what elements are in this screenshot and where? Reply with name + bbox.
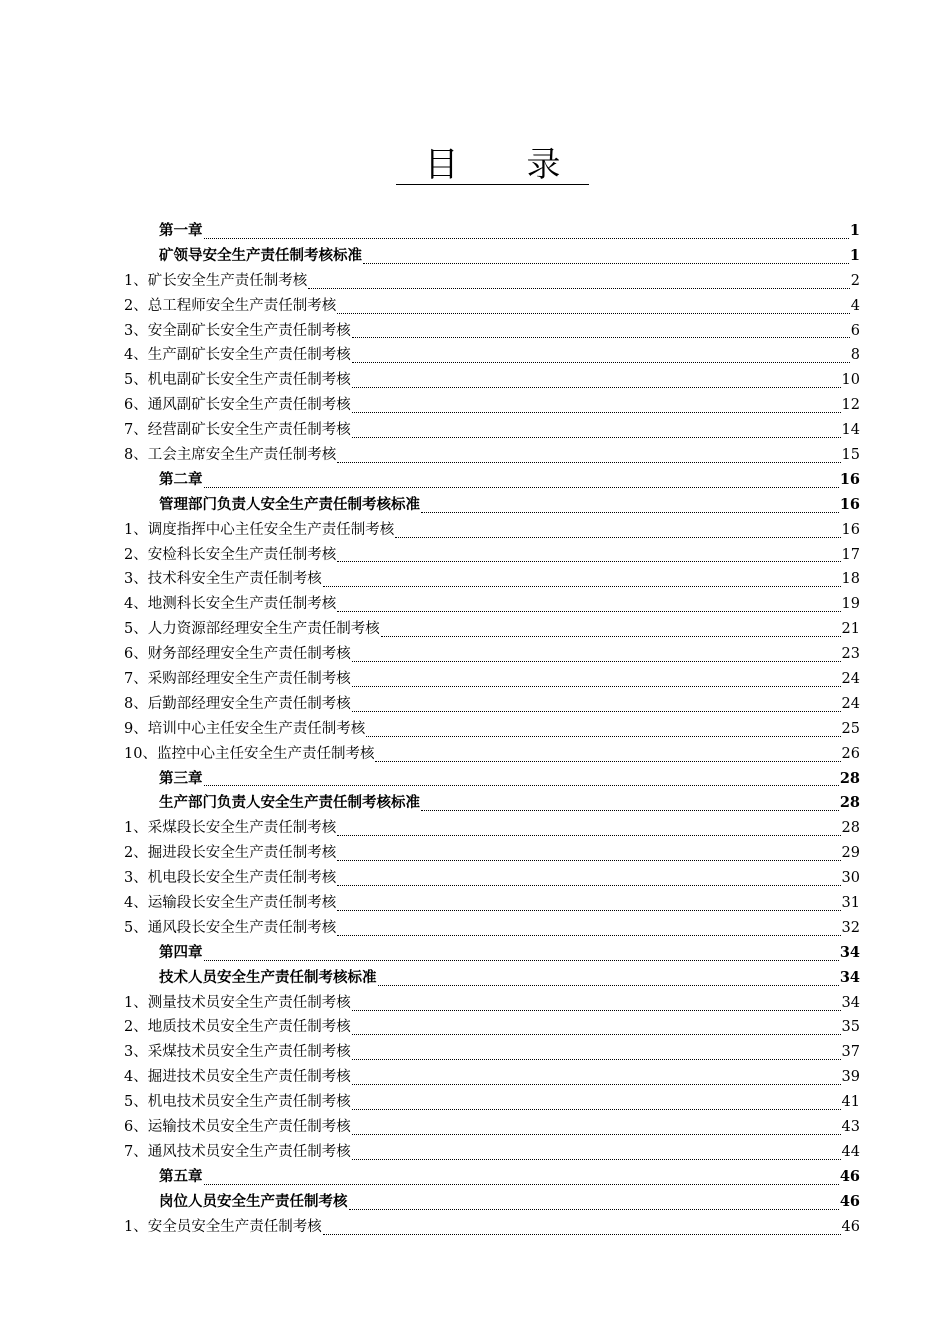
toc-label: 2、掘进段长安全生产责任制考核	[124, 845, 337, 862]
toc-label: 5、人力资源部经理安全生产责任制考核	[124, 621, 380, 638]
dot-leader	[323, 566, 841, 587]
dot-leader	[352, 1064, 841, 1085]
toc-entry-row[interactable]	[124, 1215, 860, 1240]
toc-page-number: 1	[849, 221, 860, 239]
toc-page-number: 16	[839, 470, 860, 488]
dot-leader	[337, 442, 840, 463]
dot-leader	[352, 1114, 841, 1135]
toc-entry-row[interactable]	[124, 642, 860, 667]
toc-entry-row[interactable]	[124, 567, 860, 592]
toc-page-number: 28	[839, 794, 860, 812]
table-of-contents	[124, 219, 860, 1240]
dot-leader	[352, 1014, 841, 1035]
toc-entry-row[interactable]	[124, 294, 860, 319]
toc-heading-row[interactable]	[124, 966, 860, 991]
toc-heading-row[interactable]	[124, 791, 860, 816]
toc-page-number: 43	[841, 1119, 860, 1136]
page-title: 目 录	[396, 146, 589, 185]
toc-page-number: 26	[841, 745, 860, 762]
toc-label: 4、运输段长安全生产责任制考核	[124, 895, 337, 912]
toc-label: 7、经营副矿长安全生产责任制考核	[124, 422, 351, 439]
toc-entry-row[interactable]	[124, 543, 860, 568]
toc-label: 第二章	[159, 470, 203, 488]
toc-entry-row[interactable]	[124, 518, 860, 543]
dot-leader	[204, 940, 839, 961]
toc-page-number: 4	[850, 297, 860, 314]
dot-leader	[337, 865, 840, 886]
toc-label: 岗位人员安全生产责任制考核	[159, 1192, 348, 1210]
toc-page-number: 8	[850, 347, 860, 364]
toc-entry-row[interactable]	[124, 1090, 860, 1115]
toc-label: 2、总工程师安全生产责任制考核	[124, 297, 337, 314]
toc-page-number: 2	[850, 272, 860, 289]
toc-entry-row[interactable]	[124, 841, 860, 866]
toc-entry-row[interactable]	[124, 1016, 860, 1041]
toc-label: 9、培训中心主任安全生产责任制考核	[124, 720, 366, 737]
dot-leader	[352, 990, 841, 1011]
toc-entry-row[interactable]	[124, 891, 860, 916]
toc-label: 7、通风技术员安全生产责任制考核	[124, 1143, 351, 1160]
toc-label: 8、工会主席安全生产责任制考核	[124, 447, 337, 463]
toc-heading-row[interactable]	[124, 941, 860, 966]
toc-entry-row[interactable]	[124, 443, 860, 468]
toc-label: 1、调度指挥中心主任安全生产责任制考核	[124, 521, 395, 538]
toc-heading-row[interactable]	[124, 244, 860, 269]
toc-entry-row[interactable]	[124, 916, 860, 941]
toc-heading-row[interactable]	[124, 493, 860, 518]
toc-page-number: 29	[841, 845, 860, 862]
toc-page-number: 16	[841, 521, 860, 538]
toc-entry-row[interactable]	[124, 1115, 860, 1140]
toc-label: 第四章	[159, 943, 203, 961]
dot-leader	[337, 840, 840, 861]
toc-page-number: 19	[841, 596, 860, 613]
toc-page-number: 28	[841, 820, 860, 837]
toc-label: 3、安全副矿长安全生产责任制考核	[124, 322, 351, 339]
toc-page-number: 34	[839, 968, 860, 986]
toc-page-number: 1	[849, 246, 860, 264]
toc-label: 技术人员安全生产责任制考核标准	[159, 968, 377, 986]
toc-page-number: 46	[839, 1167, 860, 1185]
dot-leader	[421, 790, 839, 811]
toc-entry-row[interactable]	[124, 617, 860, 642]
toc-label: 5、通风段长安全生产责任制考核	[124, 919, 337, 936]
toc-page-number: 12	[841, 397, 860, 414]
toc-page-number: 34	[841, 994, 860, 1011]
toc-label: 5、机电技术员安全生产责任制考核	[124, 1094, 351, 1111]
toc-page-number: 35	[841, 1019, 860, 1036]
dot-leader	[337, 591, 840, 612]
toc-label: 4、掘进技术员安全生产责任制考核	[124, 1069, 351, 1086]
toc-entry-row[interactable]	[124, 418, 860, 443]
toc-label: 第五章	[159, 1167, 203, 1185]
dot-leader	[337, 815, 840, 836]
toc-label: 第一章	[159, 221, 203, 239]
toc-page-number: 41	[841, 1094, 860, 1111]
dot-leader	[323, 1214, 841, 1235]
toc-label: 4、地测科长安全生产责任制考核	[124, 596, 337, 613]
toc-page-number: 46	[841, 1218, 860, 1235]
dot-leader	[349, 1189, 839, 1210]
toc-entry-row[interactable]	[124, 393, 860, 418]
dot-leader	[352, 1039, 841, 1060]
dot-leader	[352, 666, 841, 687]
toc-entry-row[interactable]	[124, 1140, 860, 1165]
toc-entry-row[interactable]	[124, 816, 860, 841]
dot-leader	[337, 293, 850, 314]
toc-page-number: 25	[841, 720, 860, 737]
toc-label: 1、采煤段长安全生产责任制考核	[124, 820, 337, 837]
toc-entry-row[interactable]	[124, 269, 860, 294]
toc-entry-row[interactable]	[124, 667, 860, 692]
toc-entry-row[interactable]	[124, 1040, 860, 1065]
toc-page-number: 44	[841, 1143, 860, 1160]
dot-leader	[352, 417, 841, 438]
toc-page-number: 23	[841, 646, 860, 663]
toc-label: 生产部门负责人安全生产责任制考核标准	[159, 794, 420, 812]
toc-label: 第三章	[159, 769, 203, 787]
toc-page-number: 24	[841, 671, 860, 688]
toc-page-number: 34	[839, 943, 860, 961]
toc-entry-row[interactable]	[124, 343, 860, 368]
toc-heading-row[interactable]	[124, 219, 860, 244]
toc-label: 1、测量技术员安全生产责任制考核	[124, 994, 351, 1011]
dot-leader	[204, 467, 839, 488]
toc-entry-row[interactable]	[124, 717, 860, 742]
toc-entry-row[interactable]	[124, 319, 860, 344]
dot-leader	[204, 218, 849, 239]
toc-label: 7、采购部经理安全生产责任制考核	[124, 671, 351, 688]
toc-page-number: 10	[841, 372, 860, 389]
toc-label: 6、财务部经理安全生产责任制考核	[124, 646, 351, 663]
toc-label: 6、运输技术员安全生产责任制考核	[124, 1119, 351, 1136]
toc-page-number: 6	[850, 322, 860, 339]
toc-label: 管理部门负责人安全生产责任制考核标准	[159, 495, 420, 513]
dot-leader	[375, 741, 840, 762]
dot-leader	[352, 342, 850, 363]
toc-label: 2、安检科长安全生产责任制考核	[124, 546, 337, 563]
dot-leader	[366, 716, 840, 737]
toc-page-number: 17	[841, 546, 860, 563]
toc-page-number: 37	[841, 1044, 860, 1061]
toc-label: 6、通风副矿长安全生产责任制考核	[124, 397, 351, 414]
dot-leader	[352, 691, 841, 712]
toc-page-number: 18	[841, 571, 860, 588]
toc-heading-row[interactable]	[124, 767, 860, 792]
toc-page-number: 32	[841, 919, 860, 936]
dot-leader	[352, 317, 850, 338]
toc-entry-row[interactable]	[124, 692, 860, 717]
toc-page-number: 24	[841, 695, 860, 712]
toc-label: 8、后勤部经理安全生产责任制考核	[124, 695, 351, 712]
toc-entry-row[interactable]	[124, 866, 860, 891]
dot-leader	[337, 915, 840, 936]
toc-page-number: 15	[841, 447, 860, 463]
toc-entry-row[interactable]	[124, 592, 860, 617]
dot-leader	[337, 890, 840, 911]
toc-page-number: 46	[839, 1192, 860, 1210]
toc-page-number: 28	[839, 769, 860, 787]
dot-leader	[352, 641, 841, 662]
toc-label: 2、地质技术员安全生产责任制考核	[124, 1019, 351, 1036]
toc-label: 3、机电段长安全生产责任制考核	[124, 870, 337, 887]
dot-leader	[363, 243, 849, 264]
toc-label: 3、技术科安全生产责任制考核	[124, 571, 322, 588]
toc-label: 10、监控中心主任安全生产责任制考核	[124, 745, 375, 762]
toc-label: 1、安全员安全生产责任制考核	[124, 1218, 322, 1235]
toc-label: 1、矿长安全生产责任制考核	[124, 272, 308, 289]
dot-leader	[308, 268, 850, 289]
toc-page-number: 14	[841, 422, 860, 439]
toc-entry-row[interactable]	[124, 742, 860, 767]
toc-page-number: 31	[841, 895, 860, 912]
toc-page-number: 21	[841, 621, 860, 638]
dot-leader	[378, 965, 839, 986]
toc-heading-row[interactable]	[124, 1190, 860, 1215]
toc-entry-row[interactable]	[124, 991, 860, 1016]
toc-label: 4、生产副矿长安全生产责任制考核	[124, 347, 351, 364]
dot-leader	[381, 616, 841, 637]
toc-page-number: 39	[841, 1069, 860, 1086]
toc-heading-row[interactable]	[124, 1165, 860, 1190]
toc-page-number: 16	[839, 495, 860, 513]
dot-leader	[395, 517, 840, 538]
dot-leader	[421, 492, 839, 513]
toc-label: 3、采煤技术员安全生产责任制考核	[124, 1044, 351, 1061]
toc-label: 5、机电副矿长安全生产责任制考核	[124, 372, 351, 389]
dot-leader	[352, 1089, 841, 1110]
toc-entry-row[interactable]	[124, 1065, 860, 1090]
toc-entry-row[interactable]	[124, 368, 860, 393]
dot-leader	[352, 1139, 841, 1160]
toc-label: 矿领导安全生产责任制考核标准	[159, 246, 362, 264]
dot-leader	[352, 392, 841, 413]
toc-page-number: 30	[841, 870, 860, 887]
dot-leader	[204, 765, 839, 786]
dot-leader	[204, 1164, 839, 1185]
dot-leader	[337, 541, 840, 562]
toc-heading-row[interactable]	[124, 468, 860, 493]
dot-leader	[352, 367, 841, 388]
